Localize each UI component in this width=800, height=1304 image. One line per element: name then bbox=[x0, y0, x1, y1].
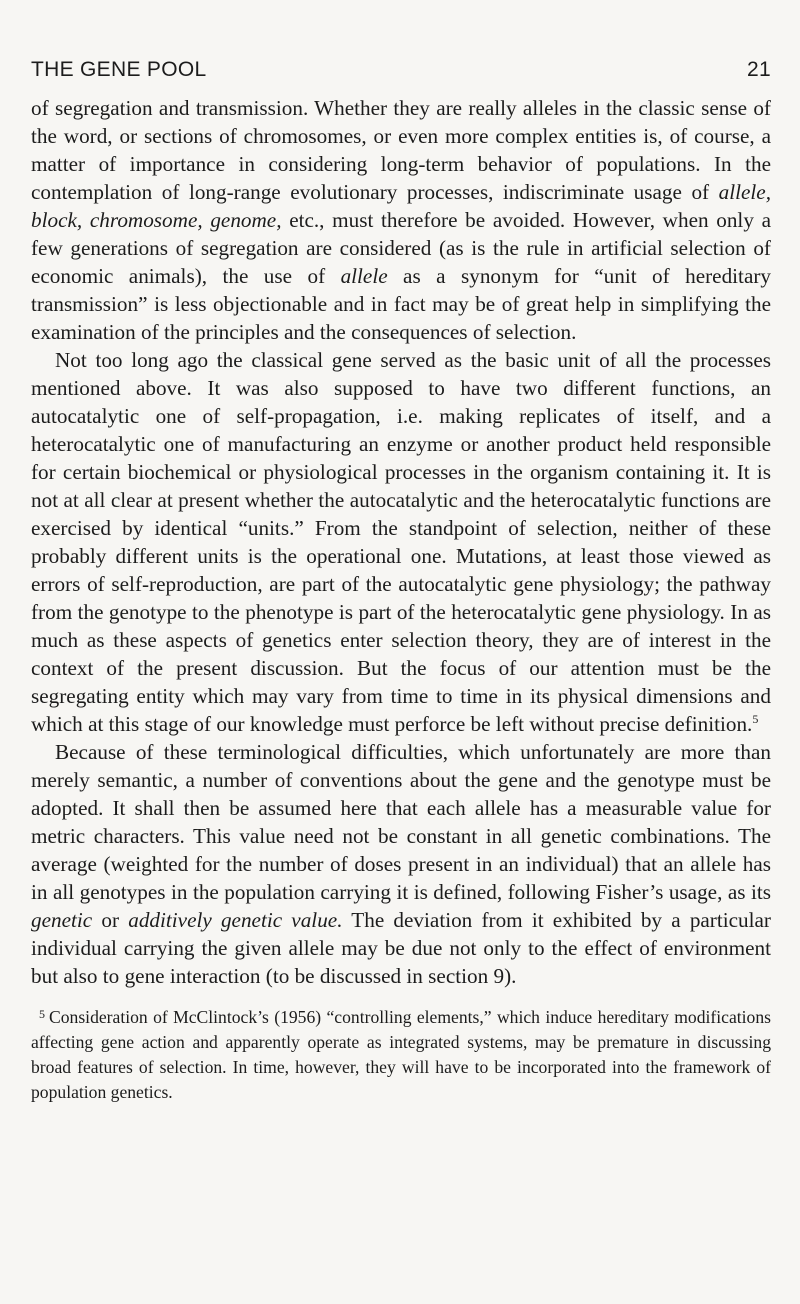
italic-term: allele, block, chromosome, genome, bbox=[31, 180, 771, 232]
footnote bbox=[31, 1002, 771, 1105]
footnote-text: Consideration of McClintock’s (1956) “controlling elements,” which induce hereditary modifications affecting gene action and apparently operate as integrated systems, may be premature in discussing broad features of selection. In time, however, they will have to be incorporated into the framework of population genetics. bbox=[31, 1007, 771, 1102]
text-run: or bbox=[92, 908, 129, 932]
text-run: Because of these terminological difficulties, which unfortunately are more than merely semantic, a number of conventions about the gene and the genotype must be adopted. It shall then be assumed here that each allele has a measurable value for metric characters. This value need not be constant in all genetic combinations. The average (weighted for the number of doses present in an individual) that an allele has in all genotypes in the population carrying it is defined, following Fisher’s usage, as its bbox=[31, 740, 771, 904]
text-run: The deviation from it exhibited by a particular individual carrying the given allele may be due not only to the effect of environment but also to gene interaction (to be discussed in section 9). bbox=[31, 908, 771, 988]
italic-term: allele bbox=[340, 264, 388, 288]
footnote-reference: 5 bbox=[752, 712, 759, 726]
page-content bbox=[31, 58, 771, 1105]
italic-term: genetic bbox=[31, 908, 93, 932]
text-run: etc., must therefore be avoided. However, when only a few generations of segregation are considered (as is the rule in artificial selection of economic animals), the use of bbox=[31, 208, 771, 288]
paragraph bbox=[31, 94, 771, 346]
text-run: Not too long ago the classical gene served as the basic unit of all the processes mentioned above. It was also supposed to have two different functions, an autocatalytic one of self-propagation, i.e. making replicates of itself, and a heterocatalytic one of manufacturing an enzyme or another product held responsible for certain biochemical or physiological processes in the organism containing it. It is not at all clear at present whether the autocatalytic and the heterocatalytic functions are exercised by identical “units.” From the standpoint of selection, neither of these probably different units is the operational one. Mutations, at least those viewed as errors of self-reproduction, are part of the autocatalytic gene physiology; the pathway from the genotype to the phenotype is part of the heterocatalytic gene physiology. In as much as these aspects of genetics enter selection theory, they are of interest in the context of the present discussion. But the focus of our attention must be the segregating entity which may vary from time to time in its physical dimensions and which at this stage of our knowledge must perforce be left without precise definition. bbox=[31, 348, 771, 736]
paragraph bbox=[31, 346, 771, 738]
body-text bbox=[31, 94, 771, 990]
paragraph bbox=[31, 738, 771, 990]
italic-term: additively genetic value. bbox=[128, 908, 343, 932]
text-run: as a synonym for “unit of hereditary transmission” is less objectionable and in fact may be of great help in simplifying the examination of the principles and the consequences of selection. bbox=[31, 264, 771, 344]
text-run: of segregation and transmission. Whether they are really alleles in the classic sense of the word, or sections of chromosomes, or even more complex entities is, of course, a matter of importance in considering long-term behavior of populations. In the contemplation of long-range evolutionary processes, indiscriminate usage of bbox=[31, 96, 771, 204]
running-title: THE GENE POOL bbox=[31, 58, 207, 81]
footnote-number: 5 bbox=[39, 1007, 45, 1021]
page-number: 21 bbox=[747, 58, 771, 81]
running-header bbox=[31, 58, 771, 82]
